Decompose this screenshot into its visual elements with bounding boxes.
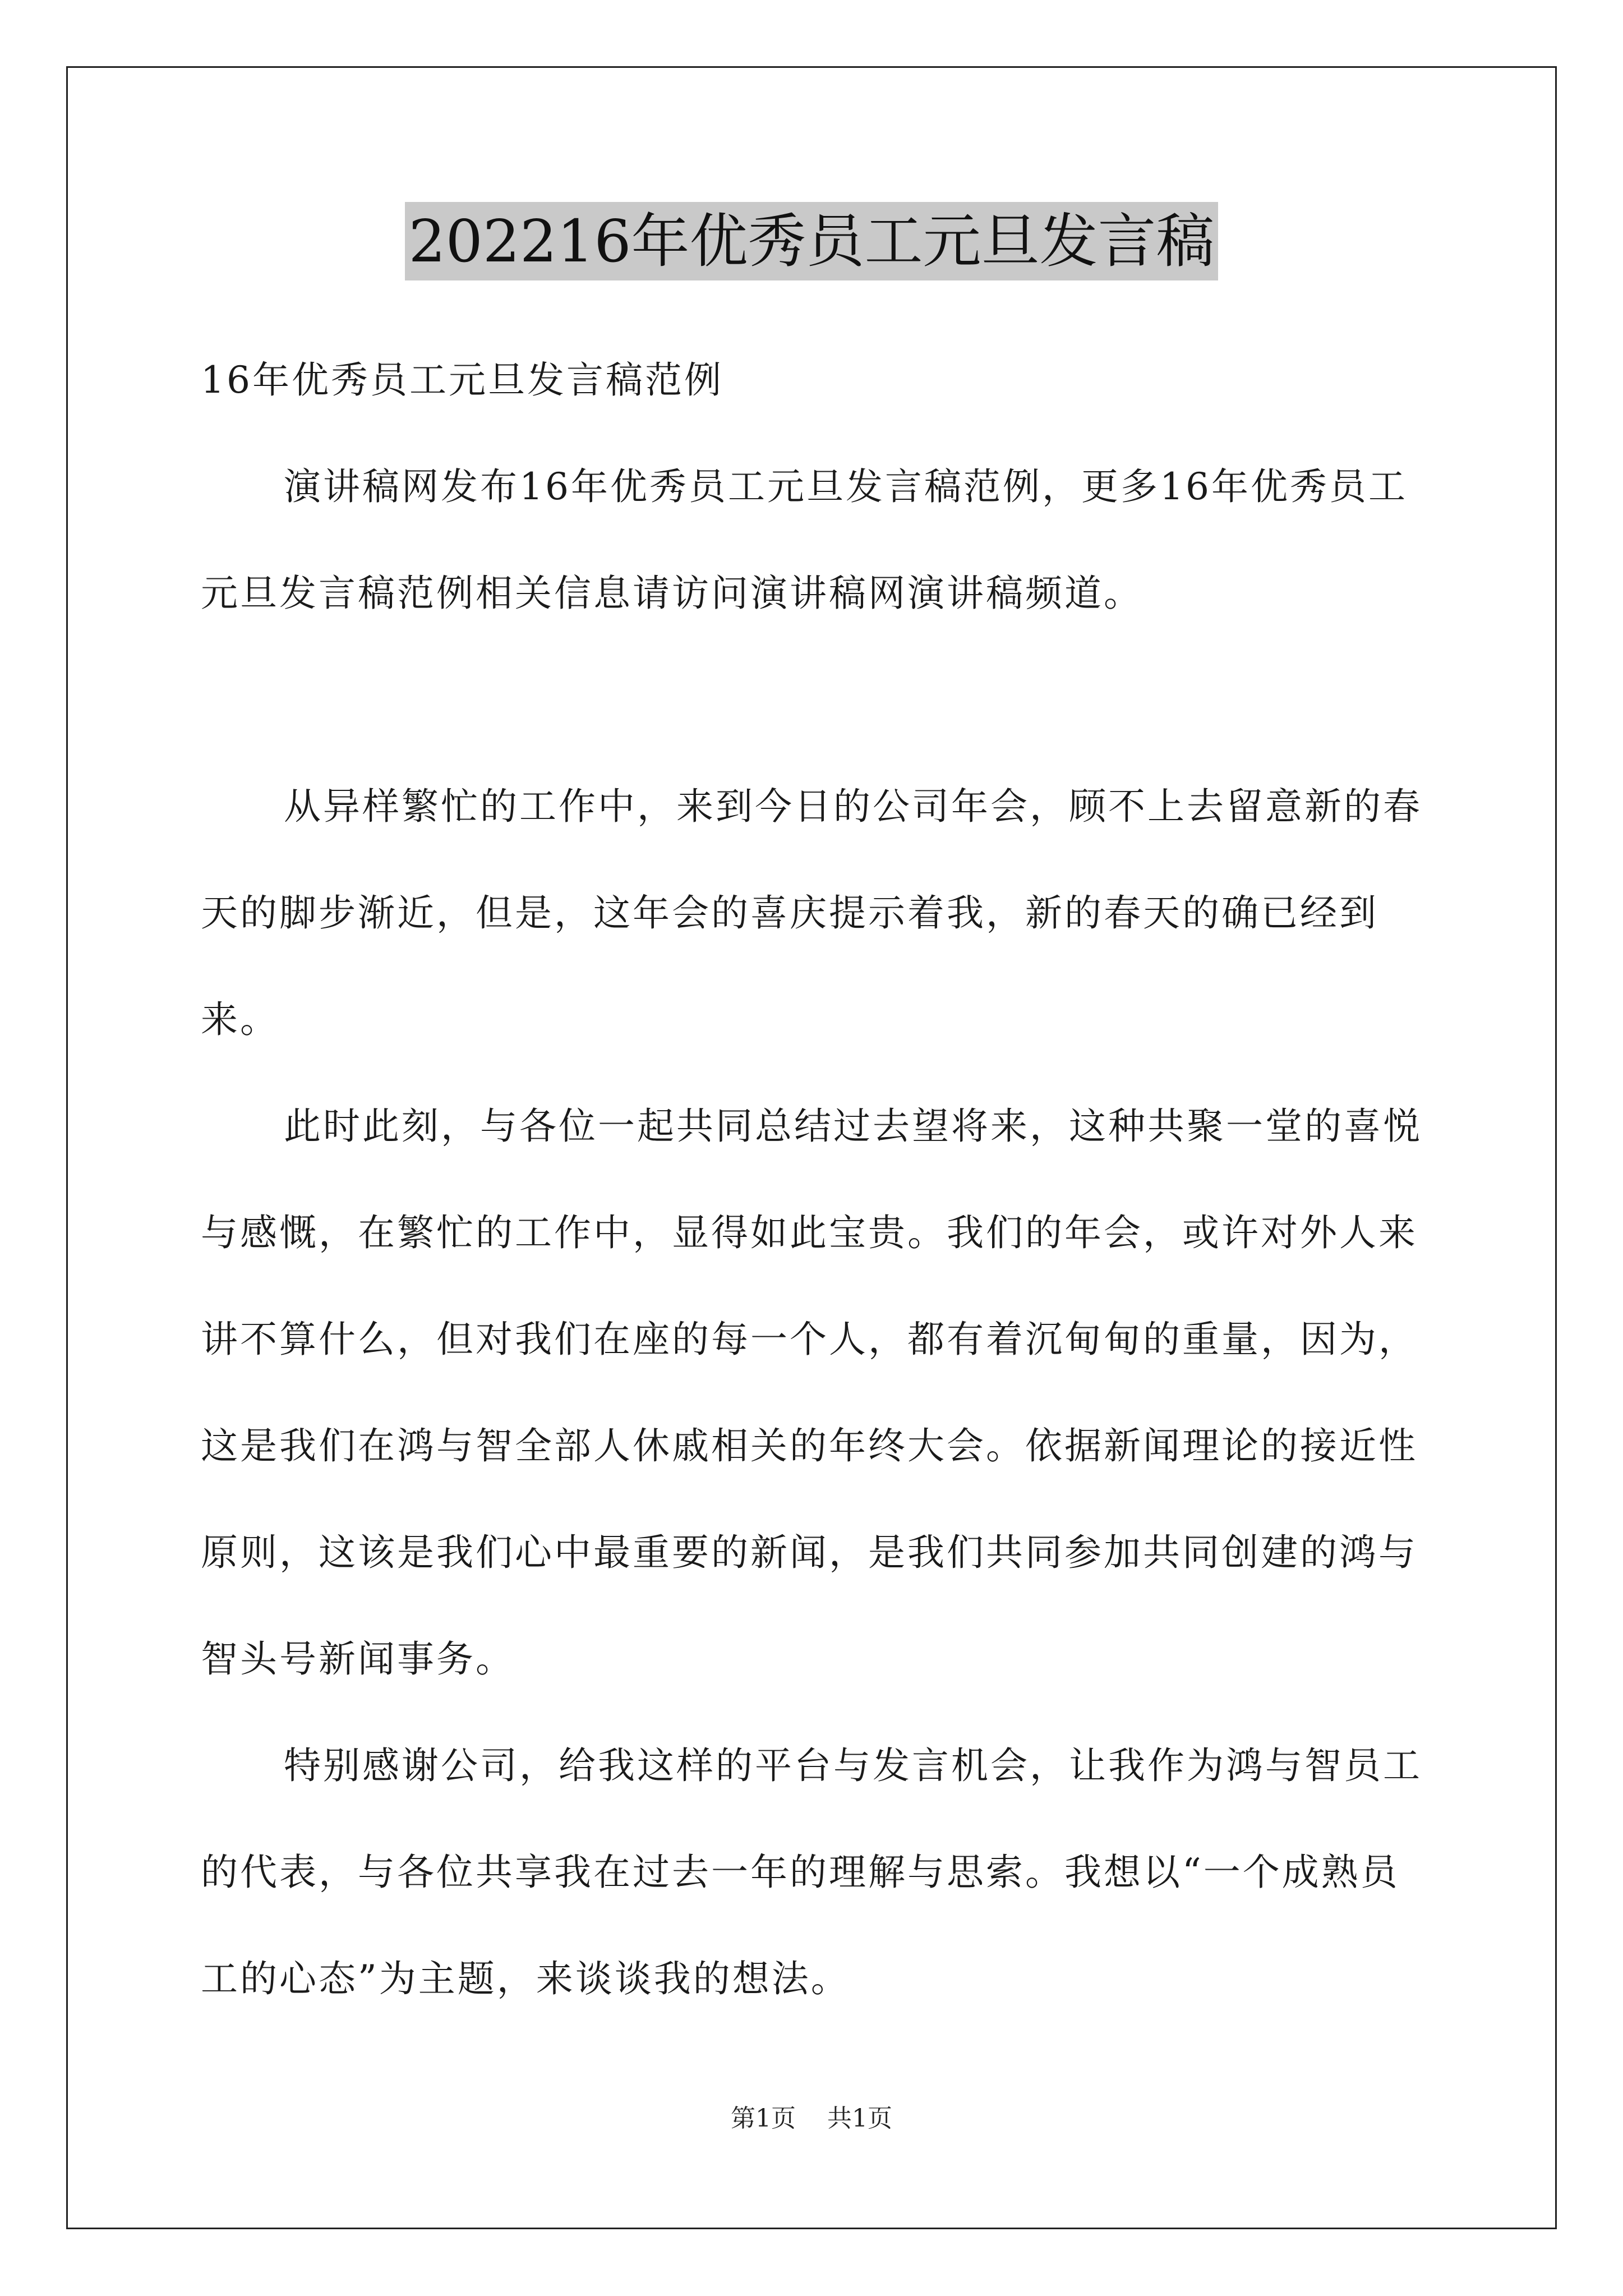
document-title: 202216年优秀员工元旦发言稿 (405, 202, 1218, 280)
paragraph-3: 此时此刻，与各位一起共同总结过去望将来，这种共聚一堂的喜悦与感慨，在繁忙的工作中，显得如此宝贵。我们的年会，或许对外人来讲不算什么，但对我们在座的每一个人，都有着沉甸甸的重量，因为，这是我们在鸿与智全部人休戚相关的年终大会。依据新闻理论的接近性原则，这该是我们心中最重要的新闻，是我们共同参加共同创建的鸿与智头号新闻事务。 (201, 1105, 1422, 1681)
page-number-current: 第1页 (731, 2104, 796, 2133)
document-subtitle: 16年优秀员工元旦发言稿范例 (201, 358, 723, 402)
page-number-total: 共1页 (827, 2104, 892, 2133)
paragraph-4: 特别感谢公司，给我这样的平台与发言机会，让我作为鸿与智员工的代表，与各位共享我在过去一年的理解与思索。我想以“一个成熟员工的心态”为主题，来谈谈我的想法。 (201, 1744, 1422, 2000)
paragraph-1: 演讲稿网发布16年优秀员工元旦发言稿范例，更多16年优秀员工元旦发言稿范例相关信息请访问演讲稿网演讲稿频道。 (201, 465, 1408, 615)
paragraph-2: 从异样繁忙的工作中，来到今日的公司年会，顾不上去留意新的春天的脚步渐近，但是，这年会的喜庆提示着我，新的春天的确已经到来。 (201, 785, 1422, 1041)
title-container (0, 202, 1623, 280)
page-footer (0, 2098, 1623, 2134)
